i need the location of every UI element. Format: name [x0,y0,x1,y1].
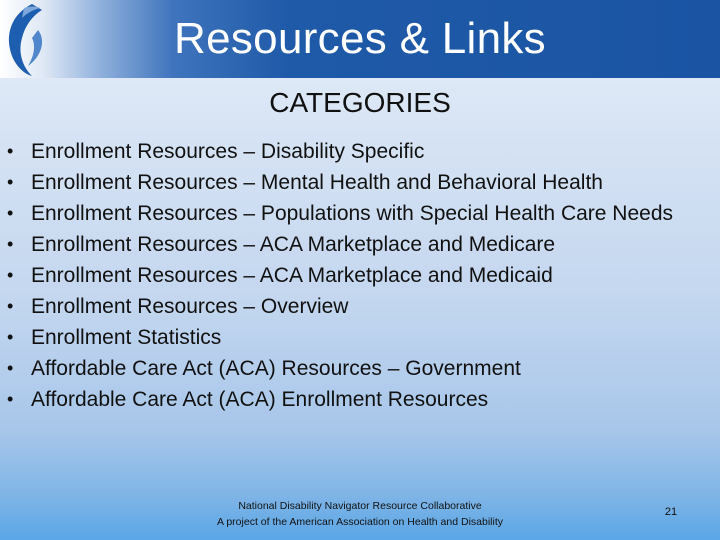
bullet-icon: • [7,327,14,347]
footer-line-1: National Disability Navigator Resource Collaborative [238,500,482,512]
list-item-text: Enrollment Resources – Overview [31,295,349,318]
list-item-text: Enrollment Statistics [31,326,222,349]
list-item [0,353,700,384]
list-item-text: Affordable Care Act (ACA) Resources – Government [31,357,521,380]
list-item [0,167,700,198]
list-item [0,198,700,229]
list-item-text: Enrollment Resources – Mental Health and Behavioral Health [31,171,603,194]
slide-title: Resources & Links [174,14,546,63]
list-item-text: Enrollment Resources – ACA Marketplace and Medicaid [31,264,553,287]
list-item-text: Enrollment Resources – ACA Marketplace and Medicare [31,233,556,256]
bullet-icon: • [7,265,14,285]
bullet-icon: • [7,389,14,409]
bullet-icon: • [7,358,14,378]
slide-footer [190,498,530,530]
bullet-icon: • [7,203,14,223]
list-item [0,229,700,260]
section-heading [0,83,720,123]
category-list [0,136,700,415]
list-item [0,260,700,291]
bullet-icon: • [7,234,14,254]
footer-line-2: A project of the American Association on Health and Disability [217,516,503,528]
list-item-text: Enrollment Resources – Disability Specific [31,140,425,163]
bullet-icon: • [7,296,14,316]
page-number: 21 [664,506,678,518]
bullet-icon: • [7,141,14,161]
section-heading-text: CATEGORIES [269,87,451,118]
list-item-text: Affordable Care Act (ACA) Enrollment Resources [31,388,489,411]
bullet-icon: • [7,172,14,192]
list-item [0,136,700,167]
list-item [0,322,700,353]
list-item [0,384,700,415]
list-item [0,291,700,322]
title-banner [0,0,720,78]
list-item-text: Enrollment Resources – Populations with Special Health Care Needs [31,202,673,225]
